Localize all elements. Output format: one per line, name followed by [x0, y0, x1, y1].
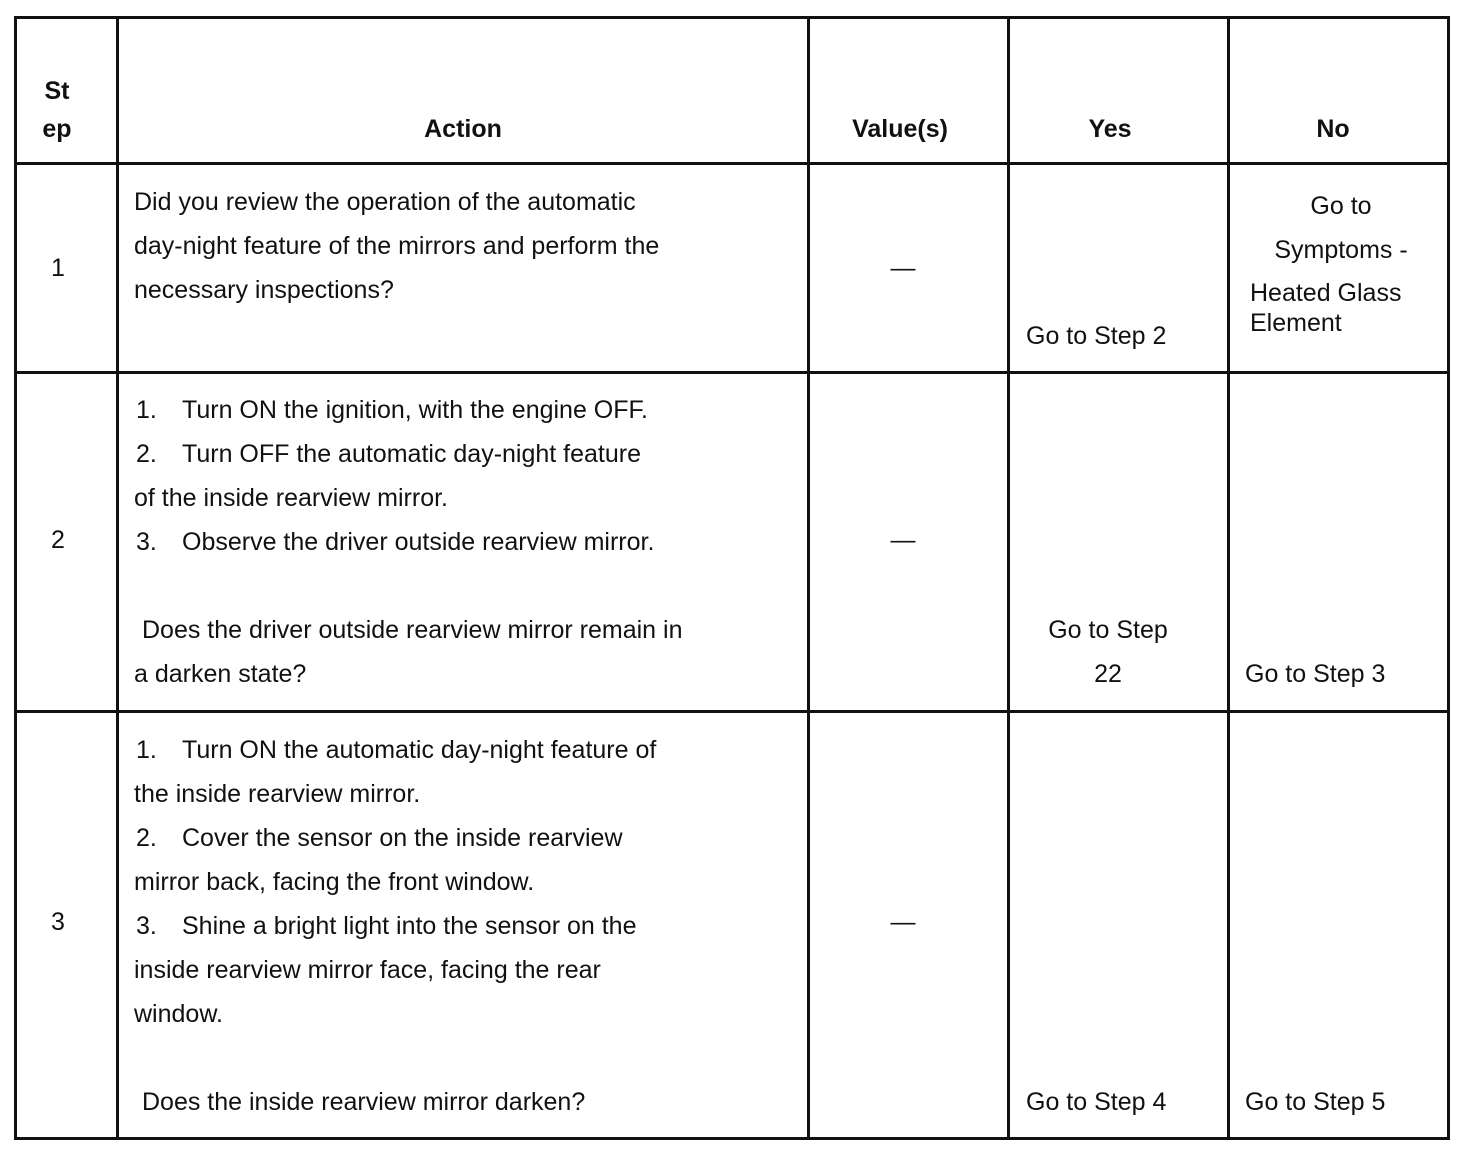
table-border-right	[1447, 16, 1450, 1140]
list-text: Turn ON the ignition, with the engine OFF.	[182, 396, 648, 424]
row2-no: Go to Step 3	[1245, 660, 1386, 688]
list-text: Observe the driver outside rearview mirror.	[182, 528, 655, 556]
col-divider-step	[116, 16, 119, 1140]
row2-question-line: a darken state?	[134, 660, 307, 688]
row2-action-item	[134, 432, 654, 476]
row1-no-line: Heated Glass	[1250, 279, 1402, 307]
list-number: 2.	[136, 824, 157, 852]
header-divider	[14, 162, 1450, 165]
row-divider-2	[14, 710, 1450, 713]
list-number: 3.	[136, 528, 157, 556]
list-number: 2.	[136, 440, 157, 468]
row3-no: Go to Step 5	[1245, 1088, 1386, 1116]
row2-question	[134, 608, 683, 696]
row2-value: —	[890, 526, 916, 554]
header-step	[17, 72, 97, 148]
row1-no-line: Symptoms -	[1274, 236, 1408, 264]
row3-action-line: the inside rearview mirror.	[134, 780, 421, 808]
row1-no-line: Element	[1250, 309, 1342, 337]
list-number: 1.	[136, 396, 157, 424]
header-step-line1: St	[44, 77, 70, 105]
list-text: Cover the sensor on the inside rearview	[182, 824, 623, 852]
table-border-left	[14, 16, 17, 1140]
row2-action-continuation: of the inside rearview mirror.	[134, 484, 449, 512]
header-action: Action	[424, 115, 502, 143]
header-values: Value(s)	[852, 115, 948, 143]
header-step-line2: ep	[42, 115, 72, 143]
row2-yes-line: 22	[1094, 660, 1122, 688]
row-divider-1	[14, 371, 1450, 374]
row1-step: 1	[51, 254, 65, 282]
row1-value: —	[890, 254, 916, 282]
row3-action-line	[134, 816, 656, 860]
row2-yes-line: Go to Step	[1048, 616, 1168, 644]
col-divider-values	[1007, 16, 1010, 1140]
row2-action-item	[134, 520, 654, 564]
col-divider-action	[807, 16, 810, 1140]
row3-action	[134, 728, 656, 1036]
diagnostic-table	[14, 16, 1450, 1140]
col-divider-yes	[1227, 16, 1230, 1140]
row1-action-line: Did you review the operation of the automatic	[134, 188, 636, 216]
row1-yes: Go to Step 2	[1026, 322, 1167, 350]
list-text: Turn ON the automatic day-night feature of	[182, 736, 657, 764]
row1-no	[1250, 184, 1440, 338]
table-border-bottom	[14, 1137, 1450, 1140]
row3-yes: Go to Step 4	[1026, 1088, 1167, 1116]
row3-action-line: mirror back, facing the front window.	[134, 868, 535, 896]
header-no: No	[1316, 115, 1350, 143]
row2-step: 2	[51, 526, 65, 554]
row2-question-line: Does the driver outside rearview mirror remain in	[142, 616, 683, 644]
row2-yes	[1010, 608, 1206, 696]
row1-action	[134, 180, 659, 312]
row3-action-line: inside rearview mirror face, facing the rear	[134, 956, 601, 984]
row3-value: —	[890, 908, 916, 936]
list-number: 3.	[136, 912, 157, 940]
header-yes: Yes	[1088, 115, 1132, 143]
row3-step: 3	[51, 908, 65, 936]
row3-question: Does the inside rearview mirror darken?	[142, 1088, 586, 1116]
row2-action-item	[134, 388, 654, 432]
row2-action	[134, 388, 654, 564]
row1-action-line: day-night feature of the mirrors and perform the	[134, 232, 660, 260]
row3-action-line	[134, 728, 656, 772]
row3-action-line: window.	[134, 1000, 223, 1028]
list-number: 1.	[136, 736, 157, 764]
list-text: Shine a bright light into the sensor on the	[182, 912, 637, 940]
table-border-top	[14, 16, 1450, 19]
row1-no-line: Go to	[1310, 192, 1372, 220]
row3-action-line	[134, 904, 656, 948]
row1-action-line: necessary inspections?	[134, 276, 394, 304]
list-text: Turn OFF the automatic day-night feature	[182, 440, 642, 468]
